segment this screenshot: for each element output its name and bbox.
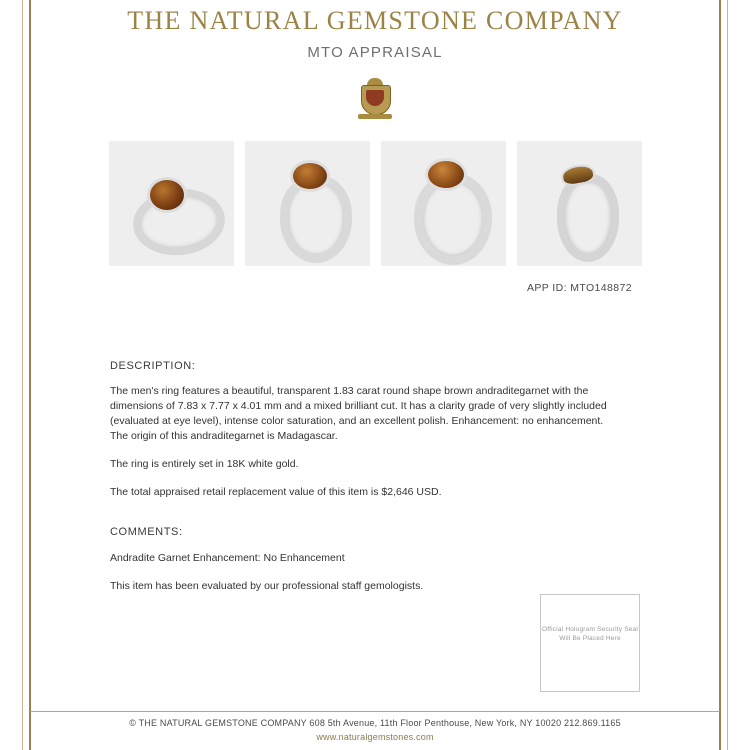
- comments-label: COMMENTS:: [110, 526, 183, 538]
- border-rule-right-outer: [727, 0, 728, 750]
- document-footer: [34, 718, 716, 742]
- document-content: [34, 0, 716, 750]
- crest-scroll: [358, 114, 392, 119]
- description-paragraph-2: The ring is entirely set in 18K white gold.: [110, 458, 299, 470]
- border-rule-left-outer: [22, 0, 23, 750]
- description-paragraph-1: The men's ring features a beautiful, transparent 1.83 carat round shape brown andraditegarnet with the dimensions of 7.83 x 7.77 x 4.01 mm and a mixed brilliant cut. It has a clarity grade of very slightly included (evaluated at eye level), intense color saturation, and an excellent polish. Enhancement: no enhancement. The origin of this andraditegarnet is Madagascar.: [110, 385, 607, 442]
- border-rule-right-inner: [719, 0, 721, 750]
- body-block: [34, 360, 716, 594]
- gemstone-shape: [290, 160, 330, 192]
- ring-band-shape: [557, 174, 619, 262]
- comments-paragraph-2: This item has been evaluated by our professional staff gemologists.: [110, 580, 424, 592]
- hologram-seal-text: Official Hologram Security Seal Will Be Placed Here: [541, 626, 639, 642]
- gemstone-shape: [147, 177, 187, 213]
- ring-photo-4: [517, 141, 642, 266]
- footer-address: © THE NATURAL GEMSTONE COMPANY 608 5th Avenue, 11th Floor Penthouse, New York, NY 10020 212.869.1165: [129, 718, 621, 728]
- gemstone-shape: [425, 158, 467, 191]
- ring-photo-2: [245, 141, 370, 266]
- document-subtitle: MTO APPRAISAL: [307, 44, 443, 61]
- description-paragraph-3: The total appraised retail replacement value of this item is $2,646 USD.: [110, 486, 442, 498]
- comments-paragraph-1: Andradite Garnet Enhancement: No Enhancement: [110, 552, 345, 564]
- border-rule-left-inner: [29, 0, 31, 750]
- ring-photo-3: [381, 141, 506, 266]
- heraldic-crest-icon: [358, 77, 392, 119]
- hologram-seal-placeholder: [540, 594, 640, 692]
- footer-website[interactable]: www.naturalgemstones.com: [316, 732, 434, 742]
- photo-strip: [34, 141, 716, 266]
- company-title: THE NATURAL GEMSTONE COMPANY: [127, 6, 623, 35]
- description-label: DESCRIPTION:: [110, 360, 196, 372]
- crest-container: [34, 77, 716, 119]
- app-id: APP ID: MTO148872: [526, 282, 632, 294]
- ring-photo-1: [109, 141, 234, 266]
